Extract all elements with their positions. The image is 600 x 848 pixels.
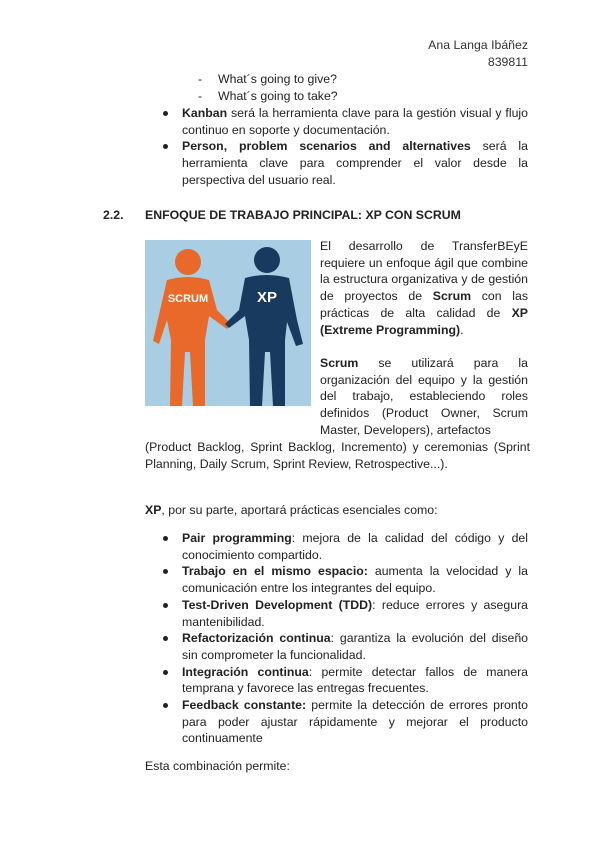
dash-list (198, 71, 338, 104)
bullet-item-pair-programming: Pair programming: mejora de la calidad del código y del conocimiento compartido. (144, 530, 528, 563)
scrum-xp-illustration (145, 240, 311, 406)
section-heading (103, 207, 461, 224)
scrum-label: SCRUM (167, 293, 209, 305)
section-title: ENFOQUE DE TRABAJO PRINCIPAL: XP CON SCRUM (145, 208, 461, 222)
closing-sentence: Esta combinación permite: (145, 759, 290, 773)
xp-practices-list (144, 530, 528, 747)
bullet-item-kanban: Kanban será la herramienta clave para la gestión visual y flujo continuo en soporte y documentación. (144, 105, 528, 138)
intro-paragraph: El desarrollo de TransferBEyE requiere un enfoque ágil que combine la estructura organizativa y de gestión de proyectos de Scrum con las prácticas de alta calidad de XP (Extreme Programming). (320, 239, 528, 337)
tools-bullet-list (144, 105, 528, 189)
xp-intro-paragraph: XP, por su parte, aportará prácticas esenciales como: (145, 503, 438, 517)
bullet-item-person-scenarios: Person, problem scenarios and alternatives será la herramienta clave para comprender el valor desde la perspectiva del usuario real. (144, 138, 528, 188)
scrum-paragraph-continued: (Product Backlog, Sprint Backlog, Incremento) y ceremonias (Sprint Planning, Daily Scrum, Sprint Review, Retrospective...). (145, 440, 530, 471)
bullet-item-continuous-integration: Integración continua: permite detectar fallos de manera temprana y favorece las entregas frecuentes. (144, 664, 528, 697)
section-number: 2.2. (103, 208, 124, 222)
page-header (428, 37, 528, 71)
bullet-item-refactoring: Refactorización continua: garantiza la evolución del diseño sin comprometer la funcionalidad. (144, 630, 528, 663)
bullet-item-constant-feedback: Feedback constante: permite la detección de errores pronto para poder ajustar rápidamente y mejorar el producto continuamente (144, 697, 528, 747)
dash-item: - What´s going to take? (198, 88, 338, 103)
author-name: Ana Langa Ibáñez (428, 38, 528, 52)
scrum-paragraph: Scrum se utilizará para la organización del equipo y la gestión del trabajo, estableciendo roles definidos (Product Owner, Scrum Master, Developers), artefactos (320, 356, 528, 437)
student-id: 839811 (487, 55, 528, 69)
dash-item: - What´s going to give? (198, 72, 337, 86)
xp-label: XP (256, 289, 278, 306)
bullet-item-same-space: Trabajo en el mismo espacio: aumenta la velocidad y la comunicación entre los integrantes del equipo. (144, 563, 528, 596)
bullet-item-tdd: Test-Driven Development (TDD): reduce errores y asegura mantenibilidad. (144, 597, 528, 630)
